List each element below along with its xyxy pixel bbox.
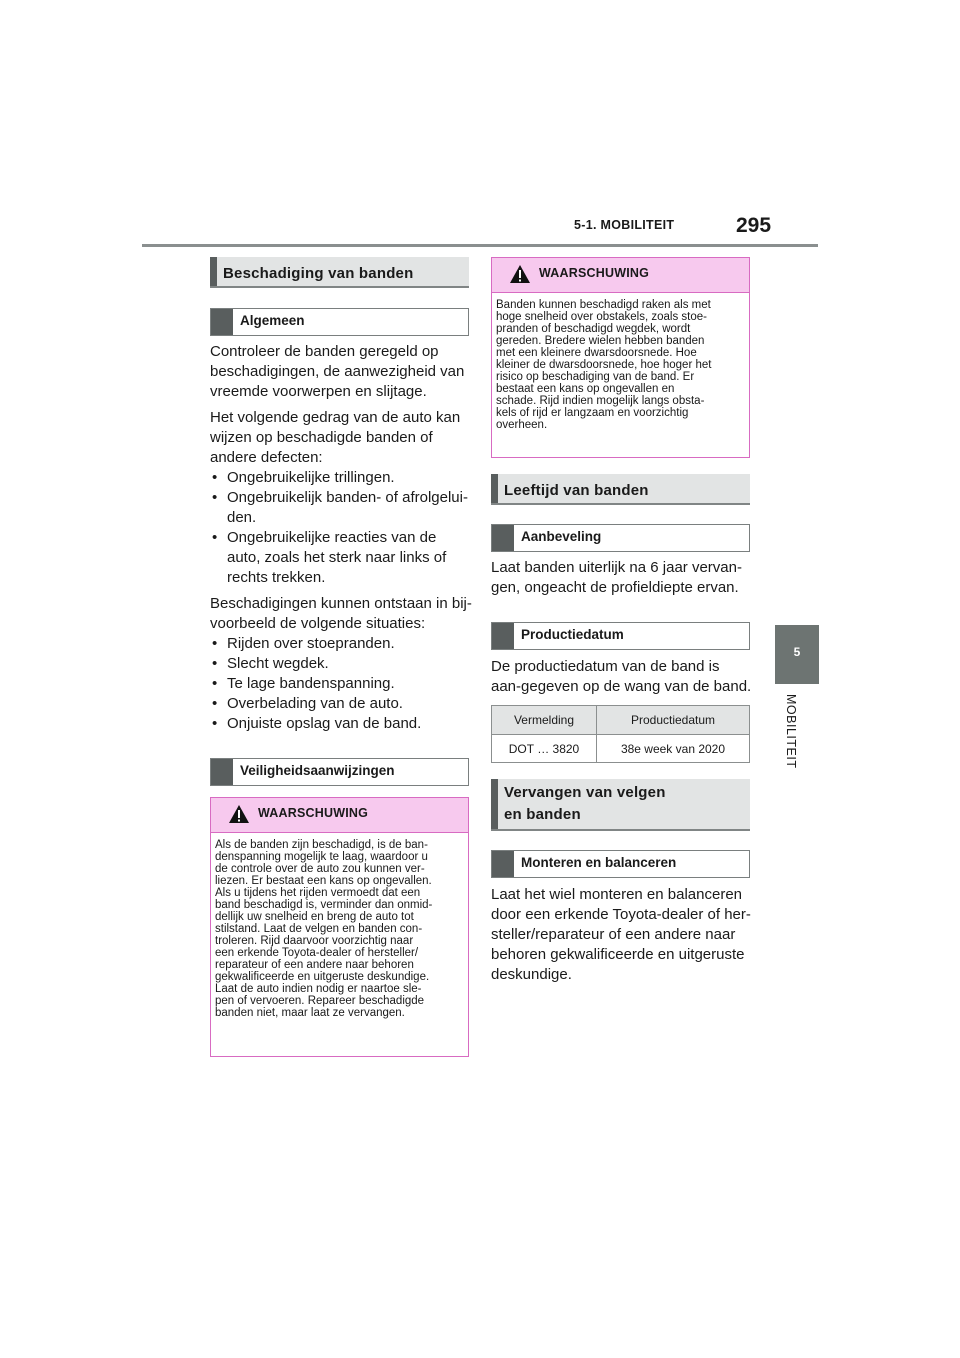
subheading-mounting: Monteren en balanceren bbox=[491, 850, 750, 878]
list-item: • Onjuiste opslag van de band. bbox=[210, 714, 472, 734]
warning-header bbox=[211, 798, 468, 833]
warning-line: Als u tijdens het rijden vermoedt dat een bbox=[215, 887, 421, 899]
table-cell: 38e week van 2020 bbox=[596, 735, 749, 763]
warning-line: met een kleinere dwarsdoorsnede. Hoe bbox=[496, 347, 697, 359]
list-item: • Slecht wegdek. bbox=[210, 654, 472, 674]
warning-box-right bbox=[491, 257, 750, 458]
warning-line: pranden of beschadigd wegdek, wordt bbox=[496, 323, 691, 335]
table-header-row bbox=[492, 706, 750, 735]
section-title: 5-1. MOBILITEIT bbox=[574, 218, 675, 232]
list-item: • Ongebruikelijke reacties van de auto, zoals het sterk naar links of rechts trekken. bbox=[210, 528, 472, 588]
warning-triangle-icon bbox=[228, 804, 250, 824]
mounting-text: Laat het wiel monteren en balanceren door een erkende Toyota-dealer of her-steller/reparateur of een andere naar behoren gekwalificeerde en uitgeruste deskundige. bbox=[491, 886, 751, 983]
warning-line: gekwalificeerde en uitgeruste deskundige. bbox=[215, 971, 430, 983]
warning-line: stilstand. Laat de velgen en banden con- bbox=[215, 923, 423, 935]
list-item: • Ongebruikelijke trillingen. bbox=[210, 468, 472, 488]
subheading-advice: Aanbeveling bbox=[491, 524, 750, 552]
chapter-tab[interactable] bbox=[775, 625, 819, 684]
warning-title: WAARSCHUWING bbox=[539, 266, 650, 280]
warning-line: schade. Rijd indien mogelijk langs obsta- bbox=[496, 395, 705, 407]
intro-paragraph: Controleer de banden geregeld op beschadigingen, de aanwezigheid van vreemde voorwerpen en slijtage. bbox=[210, 343, 465, 400]
warning-line: hoge snelheid over obstakels, zoals stoe- bbox=[496, 311, 707, 323]
warning-text bbox=[492, 293, 749, 437]
warning-line: Laat de auto indien nodig er naartoe sle- bbox=[215, 983, 422, 995]
chapter-number: 5 bbox=[793, 645, 801, 659]
warning-line: Als de banden zijn beschadigd, is de ban- bbox=[215, 839, 428, 851]
warning-line: kels of rijd er langzaam en voorzichtig bbox=[496, 407, 689, 419]
warning-line: overheen. bbox=[496, 419, 548, 431]
warning-line: kleiner de dwarsdoorsnede, hoe hoger het bbox=[496, 359, 712, 371]
warning-line: denspanning mogelijk te laag, waardoor u bbox=[215, 851, 428, 863]
warning-line: dellijk uw snelheid en breng de auto tot bbox=[215, 911, 414, 923]
warning-line: pen of vervoeren. Repareer beschadigde bbox=[215, 995, 425, 1007]
header-divider bbox=[142, 244, 818, 247]
heading-tire-damage: Beschadiging van banden bbox=[210, 257, 469, 288]
warning-text bbox=[211, 833, 468, 1025]
production-text: De productiedatum van de band is aan-gegeven op de wang van de band. bbox=[491, 658, 752, 695]
page-number: 295 bbox=[736, 214, 772, 237]
warning-triangle-icon bbox=[509, 264, 531, 284]
list-item: • Overbelading van de auto. bbox=[210, 694, 472, 714]
left-body-text bbox=[210, 342, 472, 734]
production-date-table bbox=[491, 705, 750, 763]
warning-title: WAARSCHUWING bbox=[258, 806, 369, 820]
warning-line: risico op beschadiging van de band. Er bbox=[496, 371, 695, 383]
table-cell: DOT … 3820 bbox=[492, 735, 597, 763]
list-item: • Te lage bandenspanning. bbox=[210, 674, 472, 694]
warning-header bbox=[492, 258, 749, 293]
list-item: • Rijden over stoepranden. bbox=[210, 634, 472, 654]
chapter-label: MOBILITEIT bbox=[784, 694, 798, 769]
table-header: Productiedatum bbox=[596, 706, 749, 735]
warning-line: Banden kunnen beschadigd raken als met bbox=[496, 299, 711, 311]
heading-replace-wheels: Vervangen van velgen en banden bbox=[491, 779, 750, 831]
warning-line: liezen. Er bestaat een kans op ongevallen. bbox=[215, 875, 432, 887]
warning-line: een erkende Toyota-dealer of hersteller/ bbox=[215, 947, 419, 959]
warning-line: band beschadigd is, verminder dan onmid- bbox=[215, 899, 433, 911]
warning-line: bestaat een kans op ongevallen en bbox=[496, 383, 675, 395]
warning-line: gereden. Bredere wielen hebben banden bbox=[496, 335, 705, 347]
list-item: • Ongebruikelijk banden- of afrolgelui-den. bbox=[210, 488, 472, 528]
warning-line: troleren. Rijd daarvoor voorzichtig naar bbox=[215, 935, 414, 947]
causes-intro: Beschadigingen kunnen ontstaan in bij-voorbeeld de volgende situaties: bbox=[210, 595, 472, 632]
subheading-production-date: Productiedatum bbox=[491, 622, 750, 650]
subheading-safety: Veiligheidsaanwijzingen bbox=[210, 758, 469, 786]
warning-line: de controle over de auto zou kunnen ver- bbox=[215, 863, 425, 875]
warning-line: reparateur of een andere naar behoren bbox=[215, 959, 414, 971]
behavior-intro: Het volgende gedrag van de auto kan wijzen op beschadigde banden of andere defecten: bbox=[210, 409, 461, 466]
table-header: Vermelding bbox=[492, 706, 597, 735]
warning-box-left bbox=[210, 797, 469, 1057]
table-row bbox=[492, 735, 750, 763]
advice-text: Laat banden uiterlijk na 6 jaar vervan-gen, ongeacht de profieldiepte ervan. bbox=[491, 559, 742, 596]
subheading-general: Algemeen bbox=[210, 308, 469, 336]
warning-line: banden niet, maar laat ze vervangen. bbox=[215, 1007, 405, 1019]
heading-tire-age: Leeftijd van banden bbox=[491, 474, 750, 505]
